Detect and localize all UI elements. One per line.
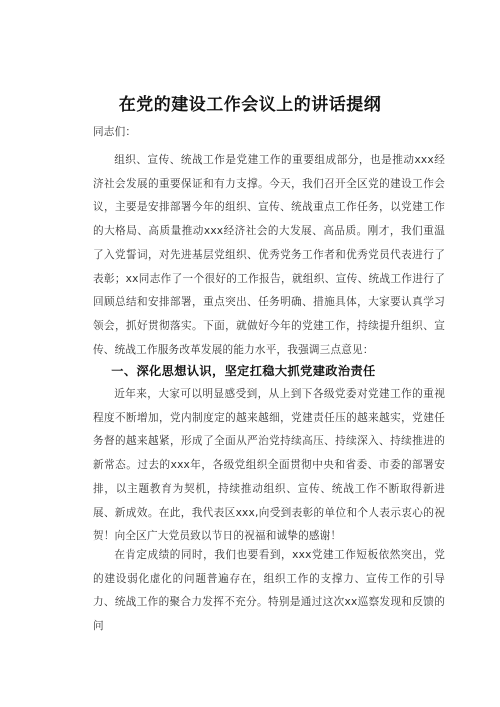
paragraph-shortcomings: 在肯定成绩的同时，我们也要看到，xxx党建工作短板依然突出，党的建设弱化虚化的问题普遍存在，组织工作的支撑力、宣传工作的引导力、统战工作的聚合力发挥不充分。特别是通过这次xx巡察发现和反馈的问 xyxy=(93,549,445,633)
greeting: 同志们： xyxy=(93,126,137,138)
paragraph-intro: 组织、宣传、统战工作是党建工作的重要组成部分，也是推动xxx经济社会发展的重要保证和有力支撑。今天，我们召开全区党的建设工作会议，主要是安排部署今年的组织、宣传、统战重点工作任务，以党建工作的大格局、高质量推动xxx经济社会的大发展、高品质。刚才，我们重温了入党誓词，对先进基层党组织、优秀党务工作者和优秀党员代表进行了表彰；xx同志作了一个很好的工作报告，就组织、宣传、统战工作进行了回顾总结和安排部署，重点突出、任务明确、措施具体，大家要认真学习领会，抓好贯彻落实。下面，就做好今年的党建工作，持续提升组织、宣传、统战工作服务改革发展的能力水平，我强调三点意见： xyxy=(93,154,445,356)
section-heading: 一、深化思想认识，坚定扛稳大抓党建政治责任 xyxy=(111,364,376,378)
document-title: 在党的建设工作会议上的讲话提纲 xyxy=(118,95,382,115)
paragraph-achievements: 近年来，大家可以明显感受到，从上到下各级党委对党建工作的重视程度不断增加，党内制度定的越来越细，党建责任压的越来越实，党建任务督的越来越紧，形成了全面从严治党持续高压、持续深入、持续推进的新常态。过去的xxx年，各级党组织全面贯彻中央和省委、市委的部署安排，以主题教育为契机，持续推动组织、宣传、统战工作不断取得新进展、新成效。在此，我代表区xxx,向受到表彰的单位和个人表示衷心的祝贺！向全区广大党员致以节日的祝福和诚挚的感谢！ xyxy=(93,388,445,543)
